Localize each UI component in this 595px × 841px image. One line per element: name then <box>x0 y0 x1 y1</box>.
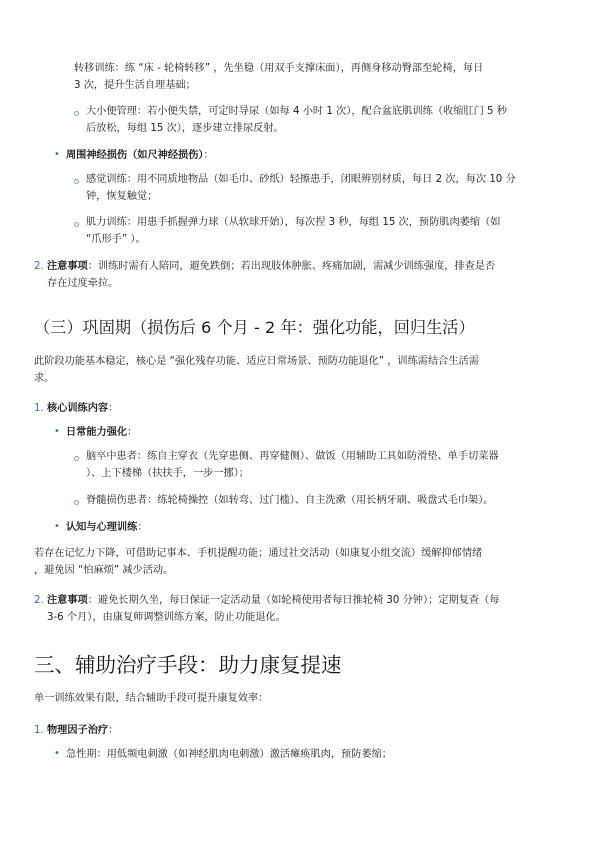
physical-therapy-heading: 物理因子治疗： <box>47 725 119 736</box>
stroke-patient-line1: 脑卒中患者：练自主穿衣（先穿患侧、再穿健侧）、做饭（用辅助工具如防滑垫、单手切菜器 <box>86 451 499 462</box>
section-heading-consolidation: （三）巩固期（损伤后 6 个月 - 2 年：强化功能，回归生活） <box>34 318 475 337</box>
core-training-heading: 核心训练内容： <box>47 403 119 414</box>
transfer-training-line2: 3 次，提升生活自理基础； <box>74 80 196 91</box>
cognitive-training-heading: 认知与心理训练： <box>66 522 148 533</box>
bladder-management-line1: 大小便管理：若小便失禁，可定时导尿（如每 4 小时 1 次），配合盆底肌训练（收缩肛门 5 秒 <box>86 106 507 117</box>
sensory-training-line2: 钟，恢复触觉； <box>86 191 158 202</box>
bullet-dot-icon: • <box>54 521 60 532</box>
circle-bullet-icon <box>74 500 79 505</box>
circle-bullet-icon <box>74 222 79 227</box>
memory-line1: 若存在记忆力下降，可借助记事本、手机提醒功能；通过社交活动（如康复小组交流）缓解抑郁情绪 <box>34 548 483 559</box>
circle-bullet-icon <box>74 111 79 116</box>
transfer-training-line1: 转移训练：练 “床 - 轮椅转移” ，先坐稳（用双手支撑床面），再侧身移动臀部至轮椅，每日 <box>74 63 484 74</box>
peripheral-nerve-heading: 周围神经损伤（如尺神经损伤）： <box>66 150 214 161</box>
bullet-dot-icon: • <box>54 748 60 759</box>
circle-bullet-icon <box>74 179 79 184</box>
strength-training-line1: 肌力训练：用患手抓握弹力球（从软球开始），每次捏 3 秒，每组 15 次，预防肌肉萎缩（如 <box>86 217 501 228</box>
precautions2-line2: 3-6 个月），由康复师调整训练方案，防止功能退化。 <box>47 612 286 623</box>
list-number: 1. <box>34 725 44 736</box>
main-heading-auxiliary: 三、辅助治疗手段：助力康复提速 <box>34 653 342 677</box>
list-number: 1. <box>34 403 44 414</box>
strength-training-line2: “爪形手” ）。 <box>86 234 146 245</box>
bullet-dot-icon: • <box>54 426 60 437</box>
daily-ability-heading: 日常能力强化： <box>66 427 138 438</box>
auxiliary-intro: 单一训练效果有限，结合辅助手段可提升康复效率： <box>34 693 269 704</box>
bullet-dot-icon: • <box>54 149 60 160</box>
list-number: 2. <box>34 595 44 606</box>
acute-phase-item: 急性期：用低频电刺激（如神经肌肉电刺激）激活瘫痪肌肉，预防萎缩； <box>66 749 392 760</box>
sensory-training-line1: 感觉训练：用不同质地物品（如毛巾、砂纸）轻擦患手，闭眼辨别材质，每日 2 次，每次 10 分 <box>86 174 516 185</box>
consolidation-intro-line2: 求。 <box>34 373 55 384</box>
precautions-line1: 注意事项：训练时需有人陪同，避免跌倒；若出现肢体肿胀、疼痛加剧，需减少训练强度，排查是否 <box>47 261 496 272</box>
list-number: 2. <box>34 261 44 272</box>
precautions-line2: 存在过度牵拉。 <box>47 278 119 289</box>
precautions2-line1: 注意事项：避免长期久坐，每日保证一定活动量（如轮椅使用者每日推轮椅 30 分钟）；定期复查（每 <box>47 595 500 606</box>
bladder-management-line2: 后放松，每组 15 次），逐步建立排尿反射。 <box>86 123 284 134</box>
stroke-patient-line2: ）、上下楼梯（扶扶手，一步一挪）； <box>86 468 249 479</box>
memory-line2: ，避免因 “怕麻烦” 减少活动。 <box>34 565 174 576</box>
circle-bullet-icon <box>74 456 79 461</box>
consolidation-intro-line1: 此阶段功能基本稳定，核心是 “强化残存功能、适应日常场景、预防功能退化” ，训练需结合生活需 <box>34 356 479 367</box>
spinal-injury-line1: 脊髓损伤患者：练轮椅操控（如转弯、过门槛）、自主洗漱（用长柄牙刷、吸盘式毛巾架）。 <box>86 495 494 506</box>
